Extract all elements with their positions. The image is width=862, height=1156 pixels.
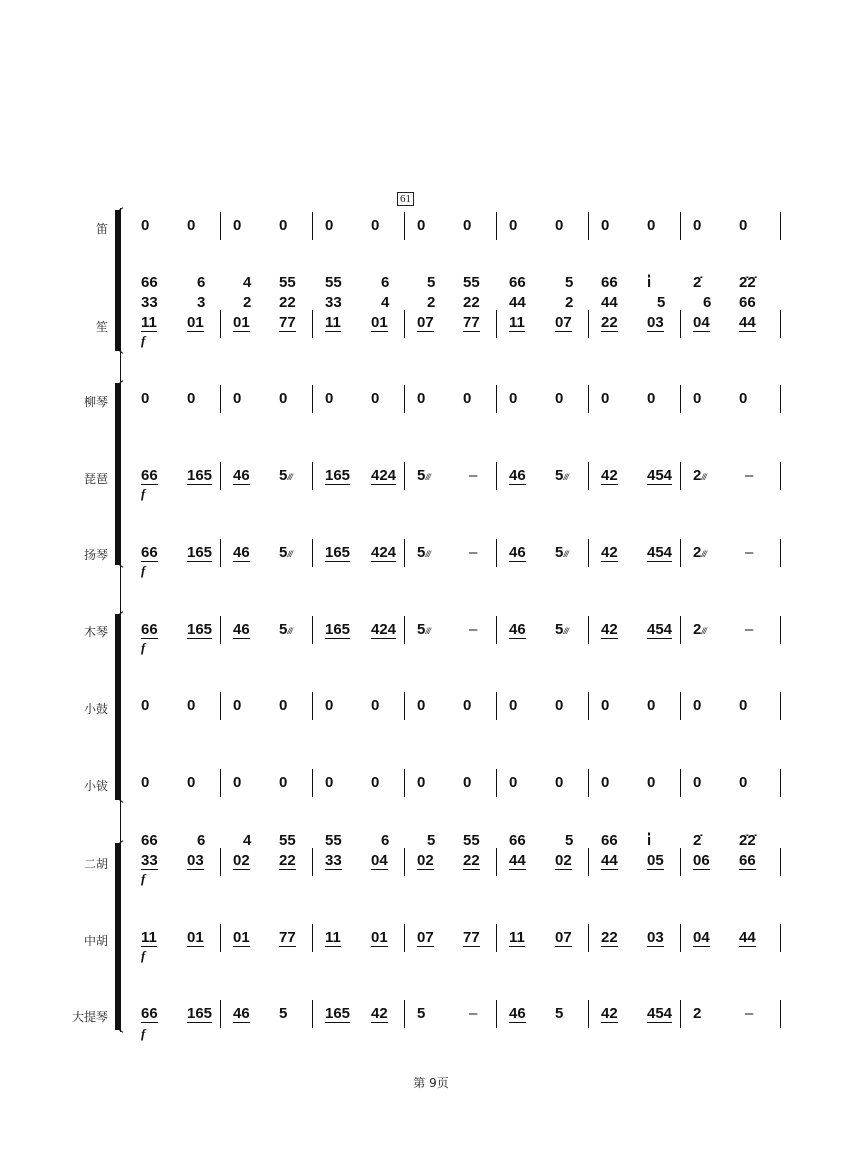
barline	[588, 1000, 589, 1028]
barline	[312, 539, 313, 567]
chord-note-middle: 66	[739, 294, 756, 311]
dash-note: –	[745, 621, 754, 638]
barline	[496, 1000, 497, 1028]
rest-note: 0	[371, 390, 380, 407]
barline	[588, 385, 589, 413]
instrument-label-pipa: 琵琶	[83, 472, 108, 486]
rehearsal-mark: 61	[397, 192, 414, 206]
quarter-note: 5	[555, 1005, 564, 1022]
dash-note: –	[469, 1005, 478, 1022]
rest-note: 0	[693, 774, 702, 791]
rest-note: 0	[739, 217, 748, 234]
chord-note-bottom: 33	[325, 852, 342, 869]
eighth-note: 42	[601, 544, 618, 561]
chord-note-top: 2̇	[693, 832, 702, 849]
barline	[404, 924, 405, 952]
tremolo-note: 5///	[279, 621, 292, 638]
eighth-note: 46	[509, 544, 526, 561]
chord-note-bottom: 66	[739, 852, 756, 869]
rest-note: 0	[417, 390, 426, 407]
chord-note-bottom: 01	[371, 314, 388, 331]
barline	[404, 385, 405, 413]
rest-note: 0	[601, 390, 610, 407]
barline	[496, 692, 497, 720]
barline	[312, 616, 313, 644]
chord-note-top: 66	[141, 832, 158, 849]
barline	[404, 1000, 405, 1028]
eighth-note: 46	[233, 621, 250, 638]
sixteenth-note: 165	[187, 621, 213, 638]
instrument-label-snare-drum: 小鼓	[83, 702, 108, 716]
barline	[404, 310, 405, 338]
tremolo-note: 5///	[279, 544, 292, 561]
chord-note-bottom: 05	[647, 852, 664, 869]
eighth-note: 11	[509, 929, 525, 946]
barline	[588, 769, 589, 797]
rest-note: 0	[187, 774, 196, 791]
tremolo-note: 2///	[693, 621, 706, 638]
barline	[404, 692, 405, 720]
rest-note: 0	[233, 774, 242, 791]
rest-note: 0	[739, 697, 748, 714]
barline	[588, 212, 589, 240]
rest-note: 0	[233, 390, 242, 407]
barline	[220, 539, 221, 567]
chord-note-top: 66	[141, 274, 158, 291]
chord-note-middle: 4	[381, 294, 390, 311]
rest-note: 0	[463, 217, 472, 234]
rest-note: 0	[233, 697, 242, 714]
instrument-label-xylophone: 木琴	[83, 625, 108, 639]
barline	[680, 1000, 681, 1028]
rest-note: 0	[739, 390, 748, 407]
rest-note: 0	[141, 217, 150, 234]
rest-note: 0	[279, 774, 288, 791]
barline	[496, 310, 497, 338]
tremolo-note: 5///	[555, 621, 568, 638]
chord-note-top: 5	[565, 274, 574, 291]
chord-note-top: 55	[325, 832, 342, 849]
rest-note: 0	[463, 697, 472, 714]
barline	[312, 212, 313, 240]
chord-note-middle: 22	[279, 294, 296, 311]
eighth-note: 11	[325, 929, 341, 946]
rest-note: 0	[555, 390, 564, 407]
rest-note: 0	[509, 390, 518, 407]
chord-note-bottom: 07	[555, 314, 572, 331]
eighth-note: 03	[647, 929, 664, 946]
instrument-label-erhu: 二胡	[83, 857, 108, 871]
chord-note-bottom: 04	[371, 852, 388, 869]
rest-note: 0	[371, 774, 380, 791]
rest-note: 0	[509, 697, 518, 714]
eighth-note: 04	[693, 929, 710, 946]
rest-note: 0	[187, 390, 196, 407]
rest-note: 0	[279, 697, 288, 714]
barline	[680, 924, 681, 952]
chord-note-top: 66	[509, 274, 526, 291]
barline	[588, 692, 589, 720]
rest-note: 0	[647, 774, 656, 791]
barline	[312, 462, 313, 490]
chord-note-bottom: 01	[233, 314, 250, 331]
chord-note-bottom: 77	[463, 314, 480, 331]
rest-note: 0	[647, 697, 656, 714]
rest-note: 0	[141, 697, 150, 714]
rest-note: 0	[417, 217, 426, 234]
eighth-note: 42	[601, 621, 618, 638]
eighth-note: 66	[141, 544, 158, 561]
chord-note-bottom: 02	[555, 852, 572, 869]
chord-note-bottom: 01	[187, 314, 204, 331]
barline	[680, 310, 681, 338]
sixteenth-note: 424	[371, 544, 397, 561]
chord-note-bottom: 33	[141, 852, 158, 869]
eighth-note: 165	[187, 1005, 213, 1022]
barline	[780, 769, 781, 797]
rest-note: 0	[233, 217, 242, 234]
barline	[404, 462, 405, 490]
barline	[780, 924, 781, 952]
chord-note-bottom: 02	[233, 852, 250, 869]
barline	[496, 462, 497, 490]
barline	[780, 1000, 781, 1028]
system-line	[120, 208, 121, 1032]
barline	[780, 539, 781, 567]
chord-note-bottom: 04	[693, 314, 710, 331]
bracket-winds	[115, 210, 120, 351]
rest-note: 0	[693, 697, 702, 714]
dynamic-forte: f	[141, 1026, 146, 1041]
rest-note: 0	[279, 217, 288, 234]
chord-note-middle: 2	[565, 294, 574, 311]
barline	[312, 924, 313, 952]
eighth-note: 07	[417, 929, 434, 946]
chord-note-bottom: 11	[325, 314, 341, 331]
quarter-note: 5	[279, 1005, 288, 1022]
dash-note: –	[745, 544, 754, 561]
barline	[680, 769, 681, 797]
chord-note-top: 55	[325, 274, 342, 291]
rest-note: 0	[509, 217, 518, 234]
eighth-note: 22	[601, 929, 618, 946]
sixteenth-note: 424	[371, 621, 397, 638]
chord-note-top: 4	[243, 832, 252, 849]
barline	[220, 924, 221, 952]
chord-note-top: 4	[243, 274, 252, 291]
barline	[588, 924, 589, 952]
barline	[220, 385, 221, 413]
tremolo-note: 5///	[555, 544, 568, 561]
chord-note-top: 6	[381, 274, 390, 291]
chord-note-bottom: 02	[417, 852, 434, 869]
barline	[312, 848, 313, 876]
sixteenth-note: 424	[371, 467, 397, 484]
rest-note: 0	[141, 774, 150, 791]
sixteenth-note: 165	[187, 544, 213, 561]
chord-note-top: 5	[427, 274, 436, 291]
eighth-note: 46	[509, 1005, 526, 1022]
chord-note-top: 6	[381, 832, 390, 849]
chord-note-top: i̇	[647, 274, 652, 291]
tremolo-note: 5///	[279, 467, 292, 484]
eighth-note: 01	[233, 929, 250, 946]
barline	[780, 212, 781, 240]
barline	[680, 692, 681, 720]
rest-note: 0	[463, 774, 472, 791]
chord-note-bottom: 22	[601, 314, 618, 331]
chord-note-bottom: 06	[693, 852, 710, 869]
rest-note: 0	[647, 217, 656, 234]
chord-note-middle: 44	[601, 294, 618, 311]
dash-note: –	[469, 544, 478, 561]
rest-note: 0	[555, 774, 564, 791]
dynamic-forte: f	[141, 871, 146, 886]
barline	[680, 539, 681, 567]
barline	[312, 310, 313, 338]
barline	[312, 1000, 313, 1028]
rest-note: 0	[325, 774, 334, 791]
barline	[404, 848, 405, 876]
chord-note-bottom: 44	[739, 314, 756, 331]
chord-note-top: 55	[279, 832, 296, 849]
rest-note: 0	[417, 774, 426, 791]
chord-note-bottom: 77	[279, 314, 296, 331]
dash-note: –	[745, 1005, 754, 1022]
rest-note: 0	[325, 390, 334, 407]
barline	[680, 385, 681, 413]
instrument-label-cello: 大提琴	[71, 1010, 108, 1024]
tremolo-note: 5///	[417, 621, 430, 638]
barline	[588, 310, 589, 338]
chord-note-top: 6	[197, 832, 206, 849]
rest-note: 0	[601, 697, 610, 714]
rest-note: 0	[601, 217, 610, 234]
barline	[680, 616, 681, 644]
eighth-note: 46	[233, 1005, 250, 1022]
chord-note-middle: 33	[141, 294, 158, 311]
barline	[220, 212, 221, 240]
chord-note-bottom: 11	[509, 314, 525, 331]
bracket-percussion	[115, 614, 120, 800]
barline	[404, 539, 405, 567]
barline	[404, 212, 405, 240]
chord-note-top: 2̇2̇	[739, 274, 756, 291]
eighth-note: 44	[739, 929, 756, 946]
sixteenth-note: 165	[325, 621, 351, 638]
chord-note-middle: 2	[243, 294, 252, 311]
barline	[312, 385, 313, 413]
barline	[780, 385, 781, 413]
barline	[588, 848, 589, 876]
instrument-label-zhonghu: 中胡	[83, 934, 108, 948]
barline	[220, 310, 221, 338]
tremolo-note: 5///	[417, 544, 430, 561]
eighth-note: 01	[371, 929, 388, 946]
barline	[220, 769, 221, 797]
chord-note-bottom: 44	[509, 852, 526, 869]
chord-note-top: 55	[463, 832, 480, 849]
bracket-strings	[115, 843, 120, 1030]
barline	[496, 385, 497, 413]
chord-note-top: 66	[601, 832, 618, 849]
barline	[496, 924, 497, 952]
eighth-note: 77	[463, 929, 480, 946]
rest-note: 0	[187, 217, 196, 234]
barline	[496, 769, 497, 797]
barline	[780, 692, 781, 720]
rest-note: 0	[555, 697, 564, 714]
sixteenth-note: 165	[187, 467, 213, 484]
dynamic-forte: f	[141, 640, 146, 655]
eighth-note: 01	[187, 929, 204, 946]
eighth-note: 46	[509, 467, 526, 484]
barline	[780, 616, 781, 644]
chord-note-middle: 44	[509, 294, 526, 311]
eighth-note: 46	[509, 621, 526, 638]
barline	[496, 539, 497, 567]
barline	[404, 769, 405, 797]
barline	[588, 462, 589, 490]
rest-note: 0	[693, 390, 702, 407]
chord-note-top: 55	[463, 274, 480, 291]
chord-note-middle: 22	[463, 294, 480, 311]
rest-note: 0	[279, 390, 288, 407]
eighth-note: 46	[233, 467, 250, 484]
bracket-plucked	[115, 383, 120, 565]
dynamic-forte: f	[141, 333, 146, 348]
chord-note-top: i̇	[647, 832, 652, 849]
eighth-note: 42	[601, 1005, 618, 1022]
rest-note: 0	[693, 217, 702, 234]
instrument-label-dizi: 笛	[95, 222, 108, 236]
barline	[680, 212, 681, 240]
eighth-note: 165	[325, 1005, 351, 1022]
rest-note: 0	[325, 697, 334, 714]
tremolo-note: 2///	[693, 467, 706, 484]
chord-note-middle: 5	[657, 294, 666, 311]
chord-note-bottom: 07	[417, 314, 434, 331]
barline	[220, 1000, 221, 1028]
chord-note-top: 2̇2̇	[739, 832, 756, 849]
chord-note-top: 6	[197, 274, 206, 291]
sixteenth-note: 165	[325, 467, 351, 484]
barline	[588, 616, 589, 644]
chord-note-middle: 2	[427, 294, 436, 311]
instrument-label-yangqin: 扬琴	[83, 548, 108, 562]
quarter-note: 5	[417, 1005, 426, 1022]
rest-note: 0	[187, 697, 196, 714]
sixteenth-note: 454	[647, 467, 673, 484]
barline	[220, 848, 221, 876]
rest-note: 0	[417, 697, 426, 714]
barline	[780, 462, 781, 490]
dynamic-forte: f	[141, 948, 146, 963]
dash-note: –	[469, 621, 478, 638]
chord-note-top: 2̇	[693, 274, 702, 291]
eighth-note: 454	[647, 1005, 673, 1022]
barline	[220, 692, 221, 720]
rest-note: 0	[739, 774, 748, 791]
tremolo-note: 5///	[417, 467, 430, 484]
rest-note: 0	[371, 217, 380, 234]
eighth-note: 66	[141, 467, 158, 484]
chord-note-middle: 3	[197, 294, 206, 311]
eighth-note: 66	[141, 1005, 158, 1022]
chord-note-bottom: 22	[279, 852, 296, 869]
rest-note: 0	[141, 390, 150, 407]
quarter-note: 2	[693, 1005, 702, 1022]
chord-note-middle: 33	[325, 294, 342, 311]
eighth-note: 42	[601, 467, 618, 484]
barline	[220, 616, 221, 644]
barline	[496, 848, 497, 876]
eighth-note: 11	[141, 929, 157, 946]
rest-note: 0	[555, 217, 564, 234]
page-number: 第 9页	[413, 1076, 449, 1090]
barline	[680, 462, 681, 490]
barline	[496, 616, 497, 644]
dynamic-forte: f	[141, 486, 146, 501]
chord-note-bottom: 44	[601, 852, 618, 869]
chord-note-bottom: 22	[463, 852, 480, 869]
eighth-note: 66	[141, 621, 158, 638]
chord-note-middle: 6	[703, 294, 712, 311]
chord-note-top: 5	[565, 832, 574, 849]
dash-note: –	[745, 467, 754, 484]
instrument-label-liuqin: 柳琴	[83, 395, 108, 409]
dynamic-forte: f	[141, 563, 146, 578]
barline	[220, 462, 221, 490]
sixteenth-note: 165	[325, 544, 351, 561]
chord-note-top: 5	[427, 832, 436, 849]
barline	[496, 212, 497, 240]
chord-note-bottom: 03	[647, 314, 664, 331]
chord-note-top: 55	[279, 274, 296, 291]
rest-note: 0	[601, 774, 610, 791]
chord-note-bottom: 11	[141, 314, 157, 331]
dash-note: –	[469, 467, 478, 484]
sixteenth-note: 454	[647, 621, 673, 638]
sixteenth-note: 454	[647, 544, 673, 561]
chord-note-bottom: 03	[187, 852, 204, 869]
rest-note: 0	[463, 390, 472, 407]
eighth-note: 77	[279, 929, 296, 946]
barline	[312, 692, 313, 720]
rest-note: 0	[647, 390, 656, 407]
barline	[588, 539, 589, 567]
barline	[312, 769, 313, 797]
eighth-note: 07	[555, 929, 572, 946]
rest-note: 0	[509, 774, 518, 791]
instrument-label-sheng: 笙	[95, 320, 108, 334]
barline	[680, 848, 681, 876]
chord-note-top: 66	[601, 274, 618, 291]
tremolo-note: 2///	[693, 544, 706, 561]
chord-note-top: 66	[509, 832, 526, 849]
barline	[404, 616, 405, 644]
eighth-note: 46	[233, 544, 250, 561]
instrument-label-cymbals: 小钹	[83, 779, 108, 793]
tremolo-note: 5///	[555, 467, 568, 484]
rest-note: 0	[325, 217, 334, 234]
eighth-note: 42	[371, 1005, 388, 1022]
barline	[780, 848, 781, 876]
rest-note: 0	[371, 697, 380, 714]
barline	[780, 310, 781, 338]
